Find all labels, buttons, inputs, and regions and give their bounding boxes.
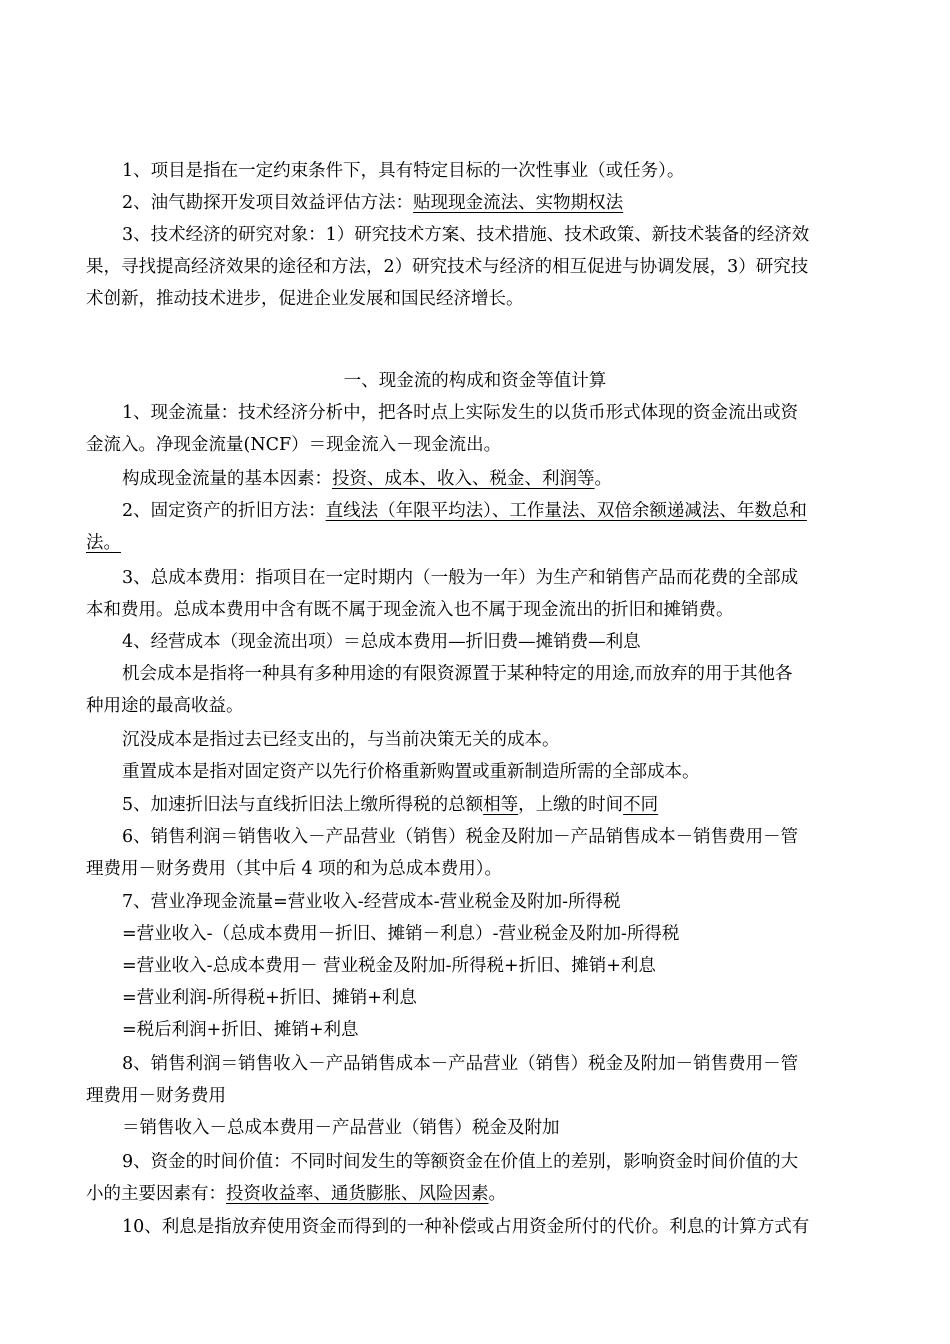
cashflow-factors-label: 构成现金流量的基本因素： [122,469,332,489]
intro-item-2 [86,187,902,219]
section-item-5-underlined-1: 相等 [483,795,519,815]
section-item-3-line-2: 本和费用。总成本费用中含有既不属于现金流入也不属于现金流出的折旧和摊销费。 [86,600,734,620]
section-item-5-underlined-2: 不同 [623,795,659,815]
term-project: 项目 [150,161,186,181]
intro-item-2-text: 2、油气勘探开发项目效益评估方法： [122,193,414,213]
section-item-9-underlined: 投资收益率、通货膨胀、风险因素 [226,1184,489,1204]
section-item-7-line-5: =税后利润+折旧、摊销+利息 [122,1020,359,1040]
section-item-6-line-1: 6、销售利润＝销售收入－产品营业（销售）税金及附加－产品销售成本－销售费用－管 [122,827,799,847]
replacement-cost: 重置成本是指对固定资产以先行价格重新购置或重新制造所需的全部成本。 [122,762,700,782]
intro-item-3-line-3: 术创新，推动技术进步，促进企业发展和国民经济增长。 [86,289,524,309]
section-item-10: 10、利息是指放弃使用资金而得到的一种补偿或占用资金所付的代价。利息的计算方式有 [122,1217,810,1237]
section-item-5 [86,789,902,821]
intro-item-3-line-1: 3、技术经济的研究对象：1）研究技术方案、技术措施、技术政策、新技术装备的经济效 [122,225,810,245]
section-item-2-underlined-1: 直线法（年限平均法）、工作量法、双倍余额递减法、年数总和 [325,501,807,521]
section-item-5-text-1: 5、加速折旧法与直线折旧法上缴所得税的总额 [122,795,484,815]
section-item-2-line-2 [86,527,866,559]
section-item-7-line-3: =营业收入-总成本费用－ 营业税金及附加-所得税+折旧、摊销+利息 [122,956,656,976]
section-item-8-line-3: ＝销售收入－总成本费用－产品营业（销售）税金及附加 [122,1118,560,1138]
section-item-8-line-2: 理费用－财务费用 [86,1086,226,1106]
cashflow-factors-underlined: 投资、成本、收入、税金、利润等 [332,469,595,489]
section-item-9-end: 。 [488,1184,506,1204]
section-item-6-line-2: 理费用－财务费用（其中后 4 项的和为总成本费用）。 [86,859,503,879]
section-item-1-line-2: 金流入。净现金流量(NCF）＝现金流入－现金流出。 [86,435,502,455]
section-item-2-underlined-2: 法。 [86,533,121,553]
section-item-7-line-2: =营业收入-（总成本费用－折旧、摊销－利息）-营业税金及附加-所得税 [122,924,680,944]
cashflow-factors [86,463,902,495]
intro-item-3-line-2: 果，寻找提高经济效果的途径和方法，2）研究技术与经济的相互促进与协调发展，3）研究技 [86,257,809,277]
sunk-cost: 沉没成本是指过去已经支出的，与当前决策无关的成本。 [122,730,560,750]
section-item-2-line-1 [86,495,902,527]
intro-item-1-text: 是指在一定约束条件下，具有特定目标的一次性事业（或任务）。 [185,161,685,181]
section-item-1-line-1: 1、现金流量：技术经济分析中，把各时点上实际发生的以货币形式体现的资金流出或资 [122,403,799,423]
intro-item-1 [86,155,902,187]
section-item-2-label: 2、固定资产的折旧方法： [122,501,326,521]
section-item-8-line-1: 8、销售利润＝销售收入－产品销售成本－产品营业（销售）税金及附加－销售费用－管 [122,1054,799,1074]
section-item-9-line-1: 9、资金的时间价值：不同时间发生的等额资金在价值上的差别，影响资金时间价值的大 [122,1152,799,1172]
intro-item-2-underlined: 贴现现金流法、实物期权法 [413,193,624,213]
intro-item-1-number: 1、 [122,161,151,181]
section-item-3-line-1: 3、总成本费用：指项目在一定时期内（一般为一年）为生产和销售产品而花费的全部成 [122,568,799,588]
section-item-9-label: 小的主要因素有： [86,1184,226,1204]
section-item-9-line-2 [86,1178,866,1210]
section-item-5-text-2: ，上缴的时间 [518,795,624,815]
section-item-4: 4、经营成本（现金流出项）＝总成本费用—折旧费—摊销费—利息 [122,632,641,652]
cashflow-factors-end: 。 [594,469,612,489]
opportunity-cost-line-1: 机会成本是指将一种具有多种用途的有限资源置于某种特定的用途,而放弃的用于其他各 [122,664,793,684]
section-title: 一、现金流的构成和资金等值计算 [343,371,607,391]
section-item-7-line-1: 7、营业净现金流量=营业收入-经营成本-营业税金及附加-所得税 [122,892,621,912]
opportunity-cost-line-2: 种用途的最高收益。 [86,696,244,716]
section-item-7-line-4: =营业利润-所得税+折旧、摊销+利息 [122,988,417,1008]
